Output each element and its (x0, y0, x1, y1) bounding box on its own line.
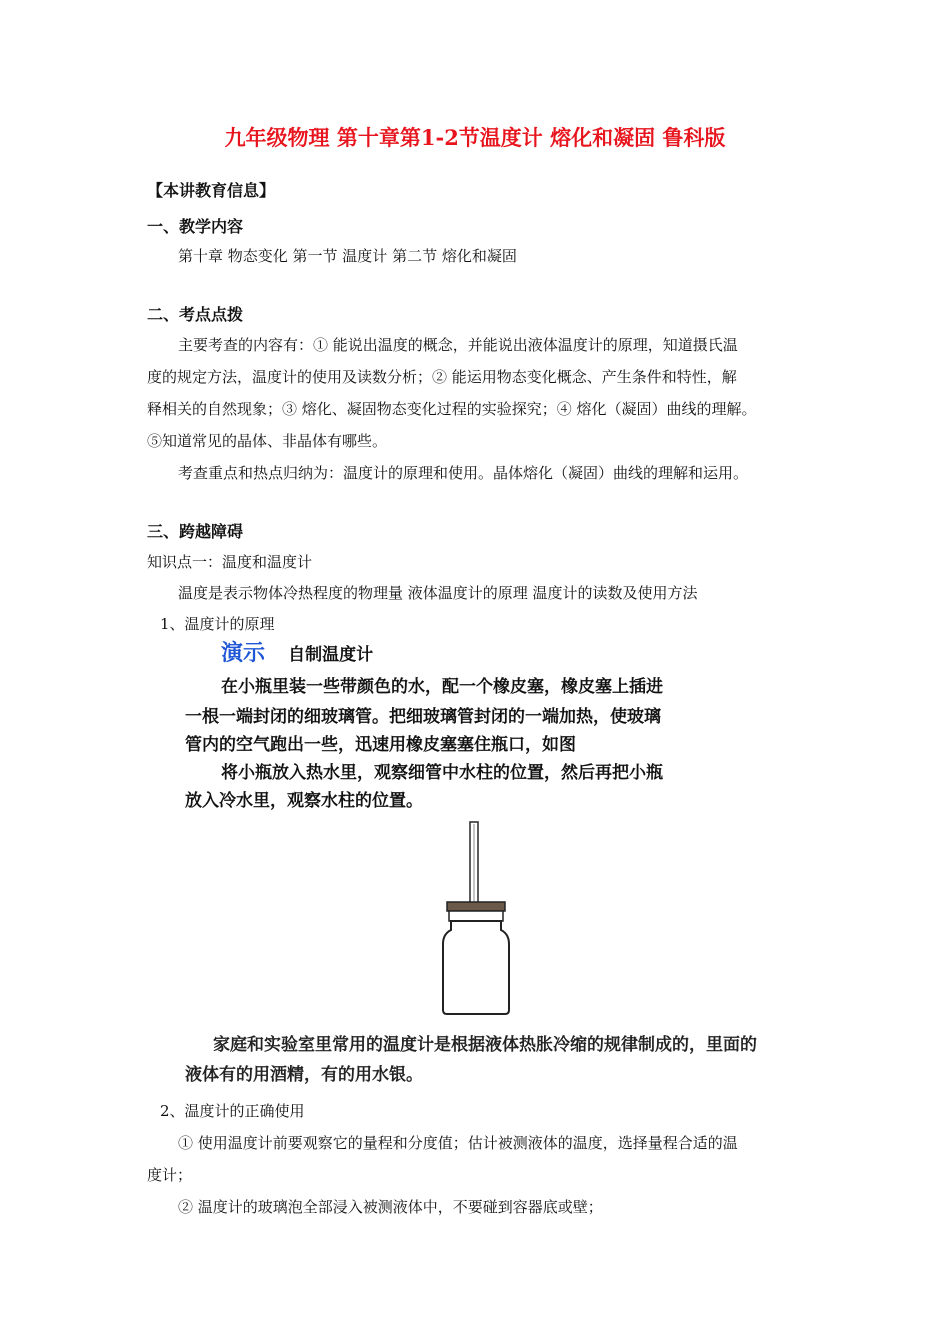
demo-line-2: 一根一端封闭的细玻璃管。把细玻璃管封闭的一端加热，使玻璃 (185, 707, 661, 727)
item-thermometer-usage: 2、温度计的正确使用 (160, 1102, 305, 1120)
key-points-line-1: 主要考查的内容有：① 能说出温度的概念，并能说出液体温度计的原理，知道摄氏温 (178, 336, 738, 354)
heading-key-points: 二、考点点拨 (147, 305, 244, 324)
demo-line-4: 将小瓶放入热水里，观察细管中水柱的位置，然后再把小瓶 (221, 763, 663, 783)
demo-line-3: 管内的空气跑出一些，迅速用橡皮塞塞住瓶口，如图 (185, 735, 576, 755)
usage-line-3: ② 温度计的玻璃泡全部浸入被测液体中，不要碰到容器底或壁； (178, 1198, 603, 1216)
heading-teaching-content: 一、教学内容 (147, 217, 244, 236)
demo-line-1: 在小瓶里装一些带颜色的水，配一个橡皮塞，橡皮塞上插进 (221, 677, 663, 697)
page-title: 九年级物理 第十章第1-2节温度计 熔化和凝固 鲁科版 (224, 125, 726, 150)
demo-line-5: 放入冷水里，观察水柱的位置。 (185, 791, 423, 811)
bottle-body (443, 921, 509, 1014)
key-points-line-4: ⑤知道常见的晶体、非晶体有哪些。 (147, 432, 388, 450)
demo-note-line-2: 液体有的用酒精，有的用水银。 (185, 1065, 423, 1085)
heading-obstacles: 三、跨越障碍 (147, 522, 244, 541)
demo-figure (175, 632, 845, 1085)
knowledge-point-1-desc: 温度是表示物体冷热程度的物理量 液体温度计的原理 温度计的读数及使用方法 (178, 584, 698, 602)
key-points-line-3: 释相关的自然现象；③ 熔化、凝固物态变化过程的实验探究；④ 熔化（凝固）曲线的理解。 (147, 400, 757, 418)
section-header: 【本讲教育信息】 (147, 181, 276, 200)
usage-line-2: 度计； (147, 1166, 193, 1184)
demo-note-line-1: 家庭和实验室里常用的温度计是根据液体热胀冷缩的规律制成的，里面的 (213, 1035, 757, 1055)
usage-line-1: ① 使用温度计前要观察它的量程和分度值；估计被测液体的温度，选择量程合适的温 (178, 1134, 738, 1152)
key-points-line-2: 度的规定方法，温度计的使用及读数分析；② 能运用物态变化概念、产生条件和特性，解 (147, 368, 737, 386)
teaching-content-text: 第十章 物态变化 第一节 温度计 第二节 熔化和凝固 (178, 247, 517, 265)
item-thermometer-principle: 1、温度计的原理 (160, 615, 275, 633)
bottle-illustration (437, 820, 517, 1020)
demo-label: 演示 (221, 640, 266, 666)
knowledge-point-1: 知识点一：温度和温度计 (147, 553, 313, 571)
rubber-stopper (447, 902, 505, 911)
key-points-summary: 考查重点和热点归纳为：温度计的原理和使用。晶体熔化（凝固）曲线的理解和运用。 (178, 464, 749, 482)
demo-title: 自制温度计 (288, 645, 374, 665)
